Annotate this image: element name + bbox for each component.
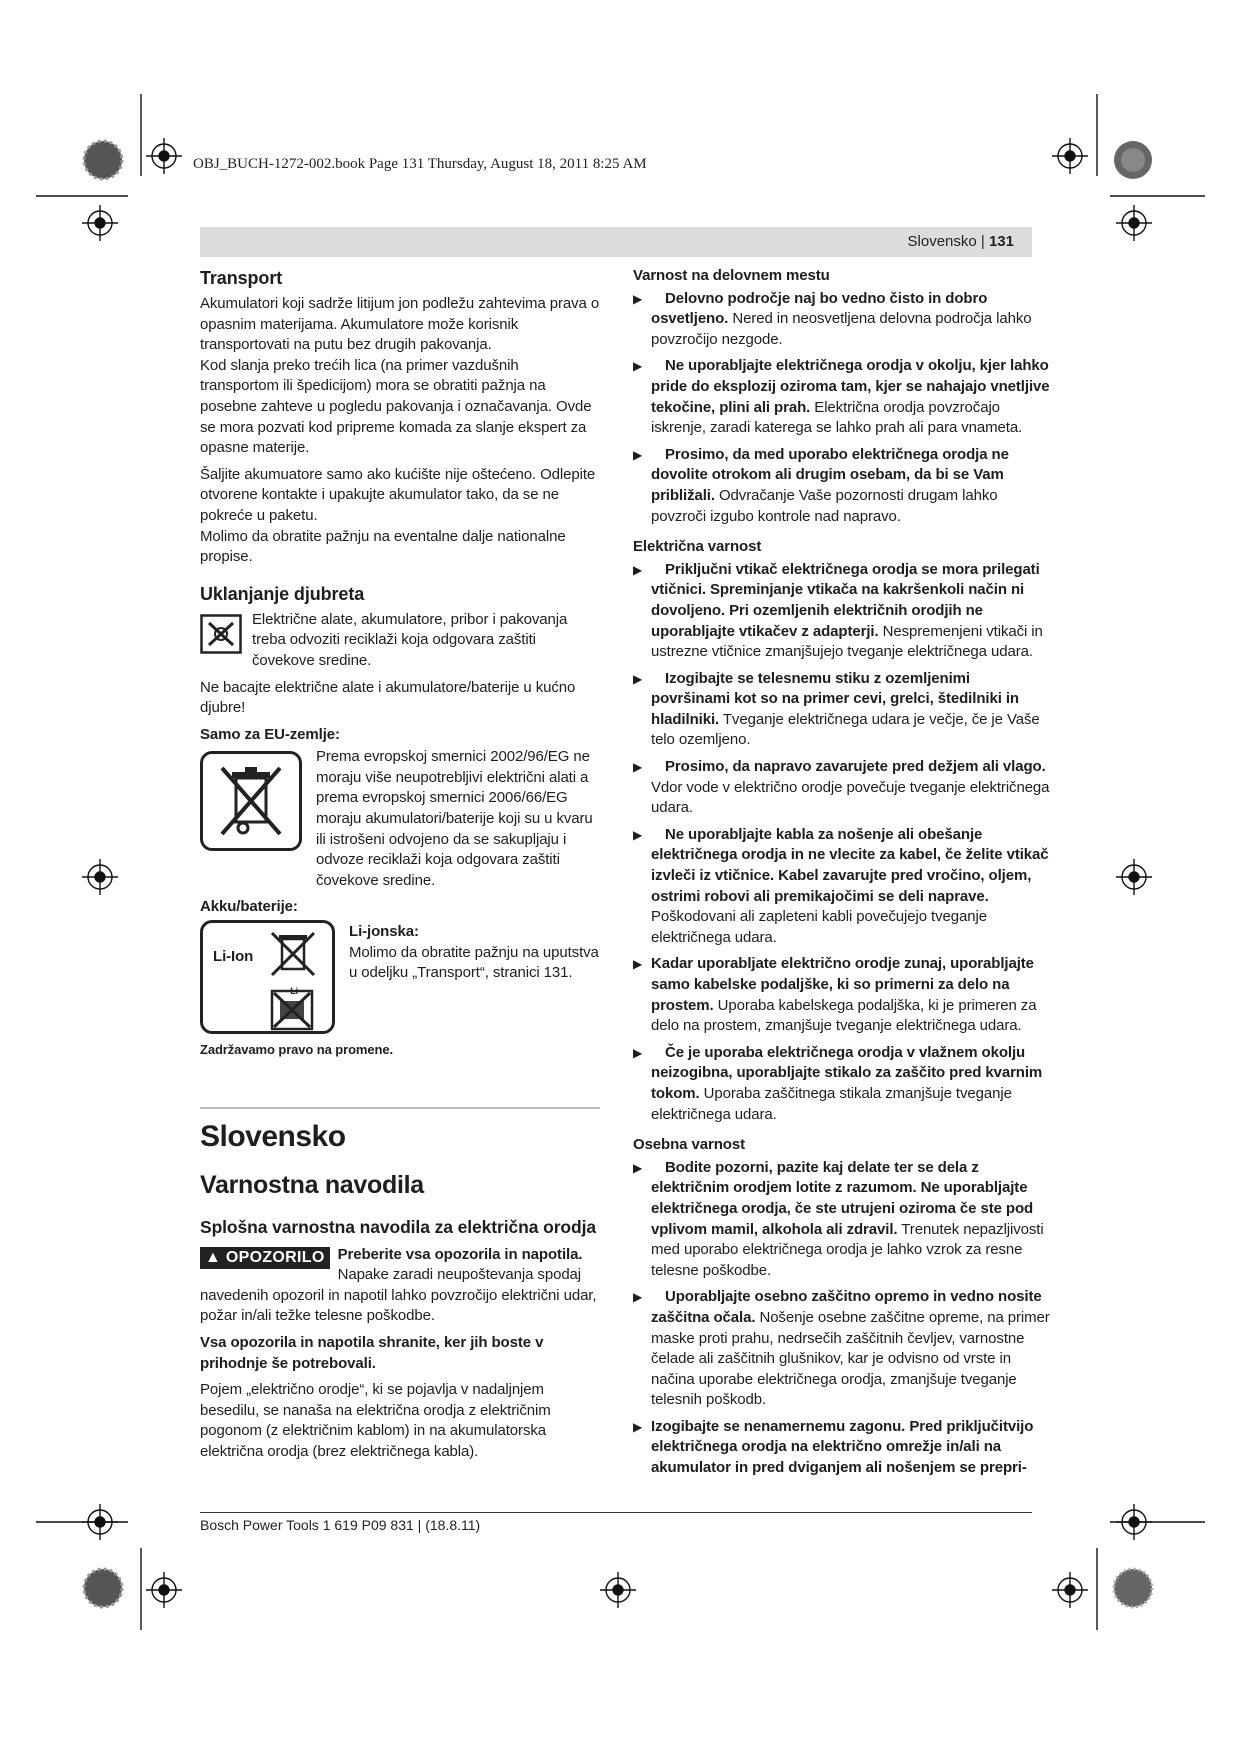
registration-mark-icon bbox=[1116, 205, 1152, 241]
bullet-text: Vdor vode v električno orodje povečuje tveganje električnega udara. bbox=[651, 778, 1050, 817]
bullet-bold: Če je uporaba električnega orodja v vlažnem okolju neizogibna, uporabljajte stikalo za zaščito pred kvarnim tokom. bbox=[651, 1043, 1043, 1102]
page-number: 131 bbox=[988, 233, 1014, 250]
bullet-item bbox=[633, 289, 1051, 351]
registration-mark-icon bbox=[1116, 1504, 1152, 1540]
bullet-text: Nered in neosvetljena delovna področja lahko povzročijo nezgode. bbox=[651, 310, 1032, 348]
color-wheel-icon bbox=[1114, 1569, 1152, 1607]
warning-badge-label: OPOZORILO bbox=[225, 1248, 325, 1266]
registration-mark-icon bbox=[146, 1572, 182, 1608]
disposal-text: Električne alate, akumulatore, pribor i pakovanja treba odvoziti reciklaži koja odgovara zaštiti čovekove sredine. bbox=[252, 610, 568, 669]
bullet-bold: Uporabljajte osebno zaščitno opremo in vedno nosite zaščitna očala. bbox=[651, 1288, 1042, 1326]
bullet-item bbox=[633, 669, 1051, 751]
bullet-text: Odvračanje Vaše pozornosti drugam lahko povzroči izgubo kontrole nad napravo. bbox=[651, 486, 998, 525]
registration-mark-icon bbox=[1052, 1572, 1088, 1608]
eu-heading: Samo za EU-zemlje: bbox=[200, 725, 340, 743]
warning-text: Napake zaradi neupoštevanja spodaj navedenih opozoril in napotil lahko povzročijo električni udar, požar in/ali težke telesne poškodbe. bbox=[200, 1266, 597, 1325]
warning-badge: ▲ OPOZORILO bbox=[200, 1247, 330, 1269]
page-header-band bbox=[200, 227, 1032, 257]
bullet-bold: Delovno področje naj bo vedno čisto in dobro osvetljeno. bbox=[651, 289, 988, 328]
color-wheel-icon bbox=[1114, 141, 1152, 179]
bullet-bold: Prosimo, da med uporabo električnega orodja ne dovolite otrokom ali drugim osebam, da bi se Vam približali. bbox=[651, 445, 1009, 504]
battery-heading: Akku/baterije: bbox=[200, 898, 298, 916]
crossed-bin-icon bbox=[200, 751, 302, 851]
bullet-item bbox=[633, 356, 1051, 438]
registration-mark-icon bbox=[82, 859, 118, 895]
crossed-battery-icon bbox=[270, 989, 314, 1031]
bullet-bold: Izogibajte se telesnemu stiku z ozemljenimi površinami kot so na primer cevi, grelci, štedilniki in hladilniki. bbox=[651, 669, 1019, 728]
bullet-item bbox=[633, 1043, 1051, 1125]
electrical-heading: Električna varnost bbox=[633, 538, 762, 556]
definition-paragraph: Pojem „električno orodje“, ki se pojavlja v nadaljnjem besedilu, se nanaša na električna orodja z električnim pogonom (z električnim kablom) in na akumulatorska električna orodja (brez električnega kabla). bbox=[200, 1381, 551, 1460]
registration-mark-icon bbox=[600, 1572, 636, 1608]
transport-paragraph: Akumulatori koji sadrže litijum jon podležu zahtevima prava o opasnim materijama. Akumulatore može korisnik transportovati na putu bez drugih pakovanja. bbox=[200, 295, 600, 354]
li-ion-text: Molimo da obratite pažnju na uputstva u odeljku „Transport“, stranici 131. bbox=[349, 943, 599, 982]
registration-mark-icon bbox=[82, 1504, 118, 1540]
bullet-bold: Ne uporabljajte električnega orodja v okolju, kjer lahko pride do eksplozij oziroma tam, kjer se nahajajo vnetljive tekočine, plini ali prah. bbox=[651, 357, 1050, 416]
bullet-item bbox=[633, 445, 1051, 527]
registration-mark-icon bbox=[146, 138, 182, 174]
bullet-text: Trenutek nepazljivosti med uporabo električnega orodja je lahko vzrok za resne telesne poškodbe. bbox=[651, 1220, 1044, 1279]
print-job-header: OBJ_BUCH-1272-002.book Page 131 Thursday, August 18, 2011 8:25 AM bbox=[193, 156, 647, 172]
bullet-text: Poškodovani ali zapleteni kabli povečujejo tveganje električnega udara. bbox=[651, 908, 987, 946]
personal-heading: Osebna varnost bbox=[633, 1136, 745, 1154]
eu-block bbox=[200, 747, 600, 891]
crossed-battery-bin-icon bbox=[268, 929, 318, 985]
bullet-item bbox=[633, 825, 1051, 949]
li-ion-symbol bbox=[200, 920, 335, 1034]
bullet-text: Uporaba zaščitnega stikala zmanjšuje tveganje električnega udara. bbox=[651, 1084, 1012, 1123]
bullet-text: Električna orodja povzročajo iskrenje, zaradi katerega se lahko prah ali para vnameta. bbox=[651, 398, 1023, 437]
page-label bbox=[908, 233, 1014, 250]
bullet-bold: Priključni vtikač električnega orodja se mora prilegati vtičnici. Spreminjanje vtikača na kakršenkoli način ni dovoljeno. Pri ozemljenih električnih orodjih ne uporabljajte vtikačev z adapterji. bbox=[651, 560, 1040, 640]
transport-paragraph: Molimo da obratite pažnju na eventalne dalje nationalne propise. bbox=[200, 527, 566, 566]
li-ion-block bbox=[200, 920, 600, 1034]
li-ion-heading: Li-jonska: bbox=[349, 923, 419, 941]
li-ion-label: Li-Ion bbox=[213, 948, 254, 966]
transport-paragraph: Šaljite akumuatore samo ako kućište nije oštećeno. Odlepite otvorene kontakte i upakujte akumulator tako, da se ne pokreće u paketu. bbox=[200, 465, 596, 524]
page-language: Slovensko bbox=[907, 233, 977, 250]
bullet-text: Tveganje električnega udara je večje, če je Vaše telo ozemljeno. bbox=[651, 710, 1040, 749]
li-sub-label: Li bbox=[290, 986, 298, 997]
li-ion-text-block bbox=[349, 920, 600, 984]
registration-mark-icon bbox=[1116, 859, 1152, 895]
page-label-separator: | bbox=[976, 233, 989, 250]
bullet-item bbox=[633, 560, 1051, 663]
section-divider bbox=[200, 1107, 600, 1109]
bullet-text: Nespremenjeni vtikači in ustrezne vtičnice zmanjšujejo tveganje električnega udara. bbox=[651, 622, 1043, 661]
keep-instructions: Vsa opozorila in napotila shranite, ker jih boste v prihodnje še potrebovali. bbox=[200, 1334, 544, 1372]
page-footer: Bosch Power Tools 1 619 P09 831 | (18.8.11) bbox=[200, 1517, 481, 1533]
bullet-bold: Ne uporabljajte kabla za nošenje ali obešanje električnega orodja in ne vlecite za kabel, če želite vtikač izvleči iz vtičnice. Kabel zavarujte pred vročino, oljem, ostrimi robovi ali premikajočimi se deli naprave. bbox=[651, 825, 1049, 905]
disposal-warning: Ne bacajte električne alate i akumulatore/baterije u kućno djubre! bbox=[200, 678, 576, 717]
bullet-item bbox=[633, 1287, 1051, 1411]
footer-rule bbox=[200, 1512, 1032, 1513]
color-wheel-icon bbox=[84, 1569, 122, 1607]
bullet-bold: Izogibajte se nenamernemu zagonu. Pred priključitvijo električnega orodja na električno omrežje in/ali na akumulator in pred dviganjem ali nošenjem se prepri- bbox=[651, 1417, 1034, 1477]
eu-text: Prema evropskoj smernici 2002/96/EG ne moraju više neupotrebljivi električni alati a prema evropskoj smernici 2006/66/EG moraju akumulatori/baterije koji su u kvaru ili istrošeni odvojeno da se sakupljaju i odvoze reciklaži koja odgovara zaštiti čovekove sredine. bbox=[316, 748, 593, 889]
transport-heading: Transport bbox=[200, 268, 283, 288]
warning-bold: Preberite vsa opozorila in napotila. bbox=[337, 1245, 583, 1263]
recycle-tools-icon bbox=[200, 614, 242, 654]
bullet-bold: Kadar uporabljate električno orodje zunaj, uporabljajte samo kabelske podaljške, ki so primerni za delo na prostem. bbox=[651, 955, 1034, 1014]
safety-title: Varnostna navodila bbox=[200, 1170, 424, 1199]
registration-mark-icon bbox=[82, 205, 118, 241]
reserve-notice: Zadržavamo pravo na promene. bbox=[200, 1042, 393, 1058]
general-safety-heading: Splošna varnostna navodila za električna orodja bbox=[200, 1216, 596, 1237]
slovensko-title: Slovensko bbox=[200, 1119, 346, 1153]
registration-mark-icon bbox=[1052, 138, 1088, 174]
disposal-heading: Uklanjanje djubreta bbox=[200, 583, 365, 604]
left-column bbox=[200, 266, 600, 1469]
transport-paragraph: Kod slanja preko trećih lica (na primer vazdušnih transportom ili špedicijom) mora se obratiti pažnja na posebne zahteve u pogledu pakovanja i označavanja. Ovde se mora pozvati kod pripreme komada za slanje ekspert za opasne materije. bbox=[200, 356, 592, 457]
bullet-item bbox=[633, 1158, 1051, 1282]
color-wheel-icon bbox=[84, 141, 122, 179]
right-column bbox=[633, 266, 1051, 1485]
bullet-item bbox=[633, 954, 1051, 1036]
workplace-heading: Varnost na delovnem mestu bbox=[633, 267, 830, 284]
bullet-text: Nošenje osebne zaščitne opreme, na primer maske proti prahu, nedrsečih zaščitnih čevljev, varnostne čelade ali zaščitnih glušnikov, kar je odvisno od vrste in načina uporabe električnega orodja, zmanjšuje tveganje telesnih poškodb. bbox=[651, 1308, 1050, 1409]
warning-paragraph bbox=[200, 1245, 600, 1327]
bullet-item bbox=[633, 1417, 1051, 1479]
bullet-text: Uporaba kabelskega podaljška, ki je primeren za delo na prostem, zmanjšuje tveganje električnega udara. bbox=[651, 996, 1037, 1035]
bullet-bold: Bodite pozorni, pazite kaj delate ter se dela z električnim orodjem lotite z razumom. Ne uporabljajte električnega orodja, če ste utrujeni oziroma če ste pod vplivom mamil, alkohola ali zdravil. bbox=[651, 1158, 1034, 1238]
disposal-intro bbox=[200, 610, 600, 672]
bullet-item bbox=[633, 757, 1051, 819]
bullet-bold: Prosimo, da napravo zavarujete pred dežjem ali vlago. bbox=[665, 758, 1046, 776]
